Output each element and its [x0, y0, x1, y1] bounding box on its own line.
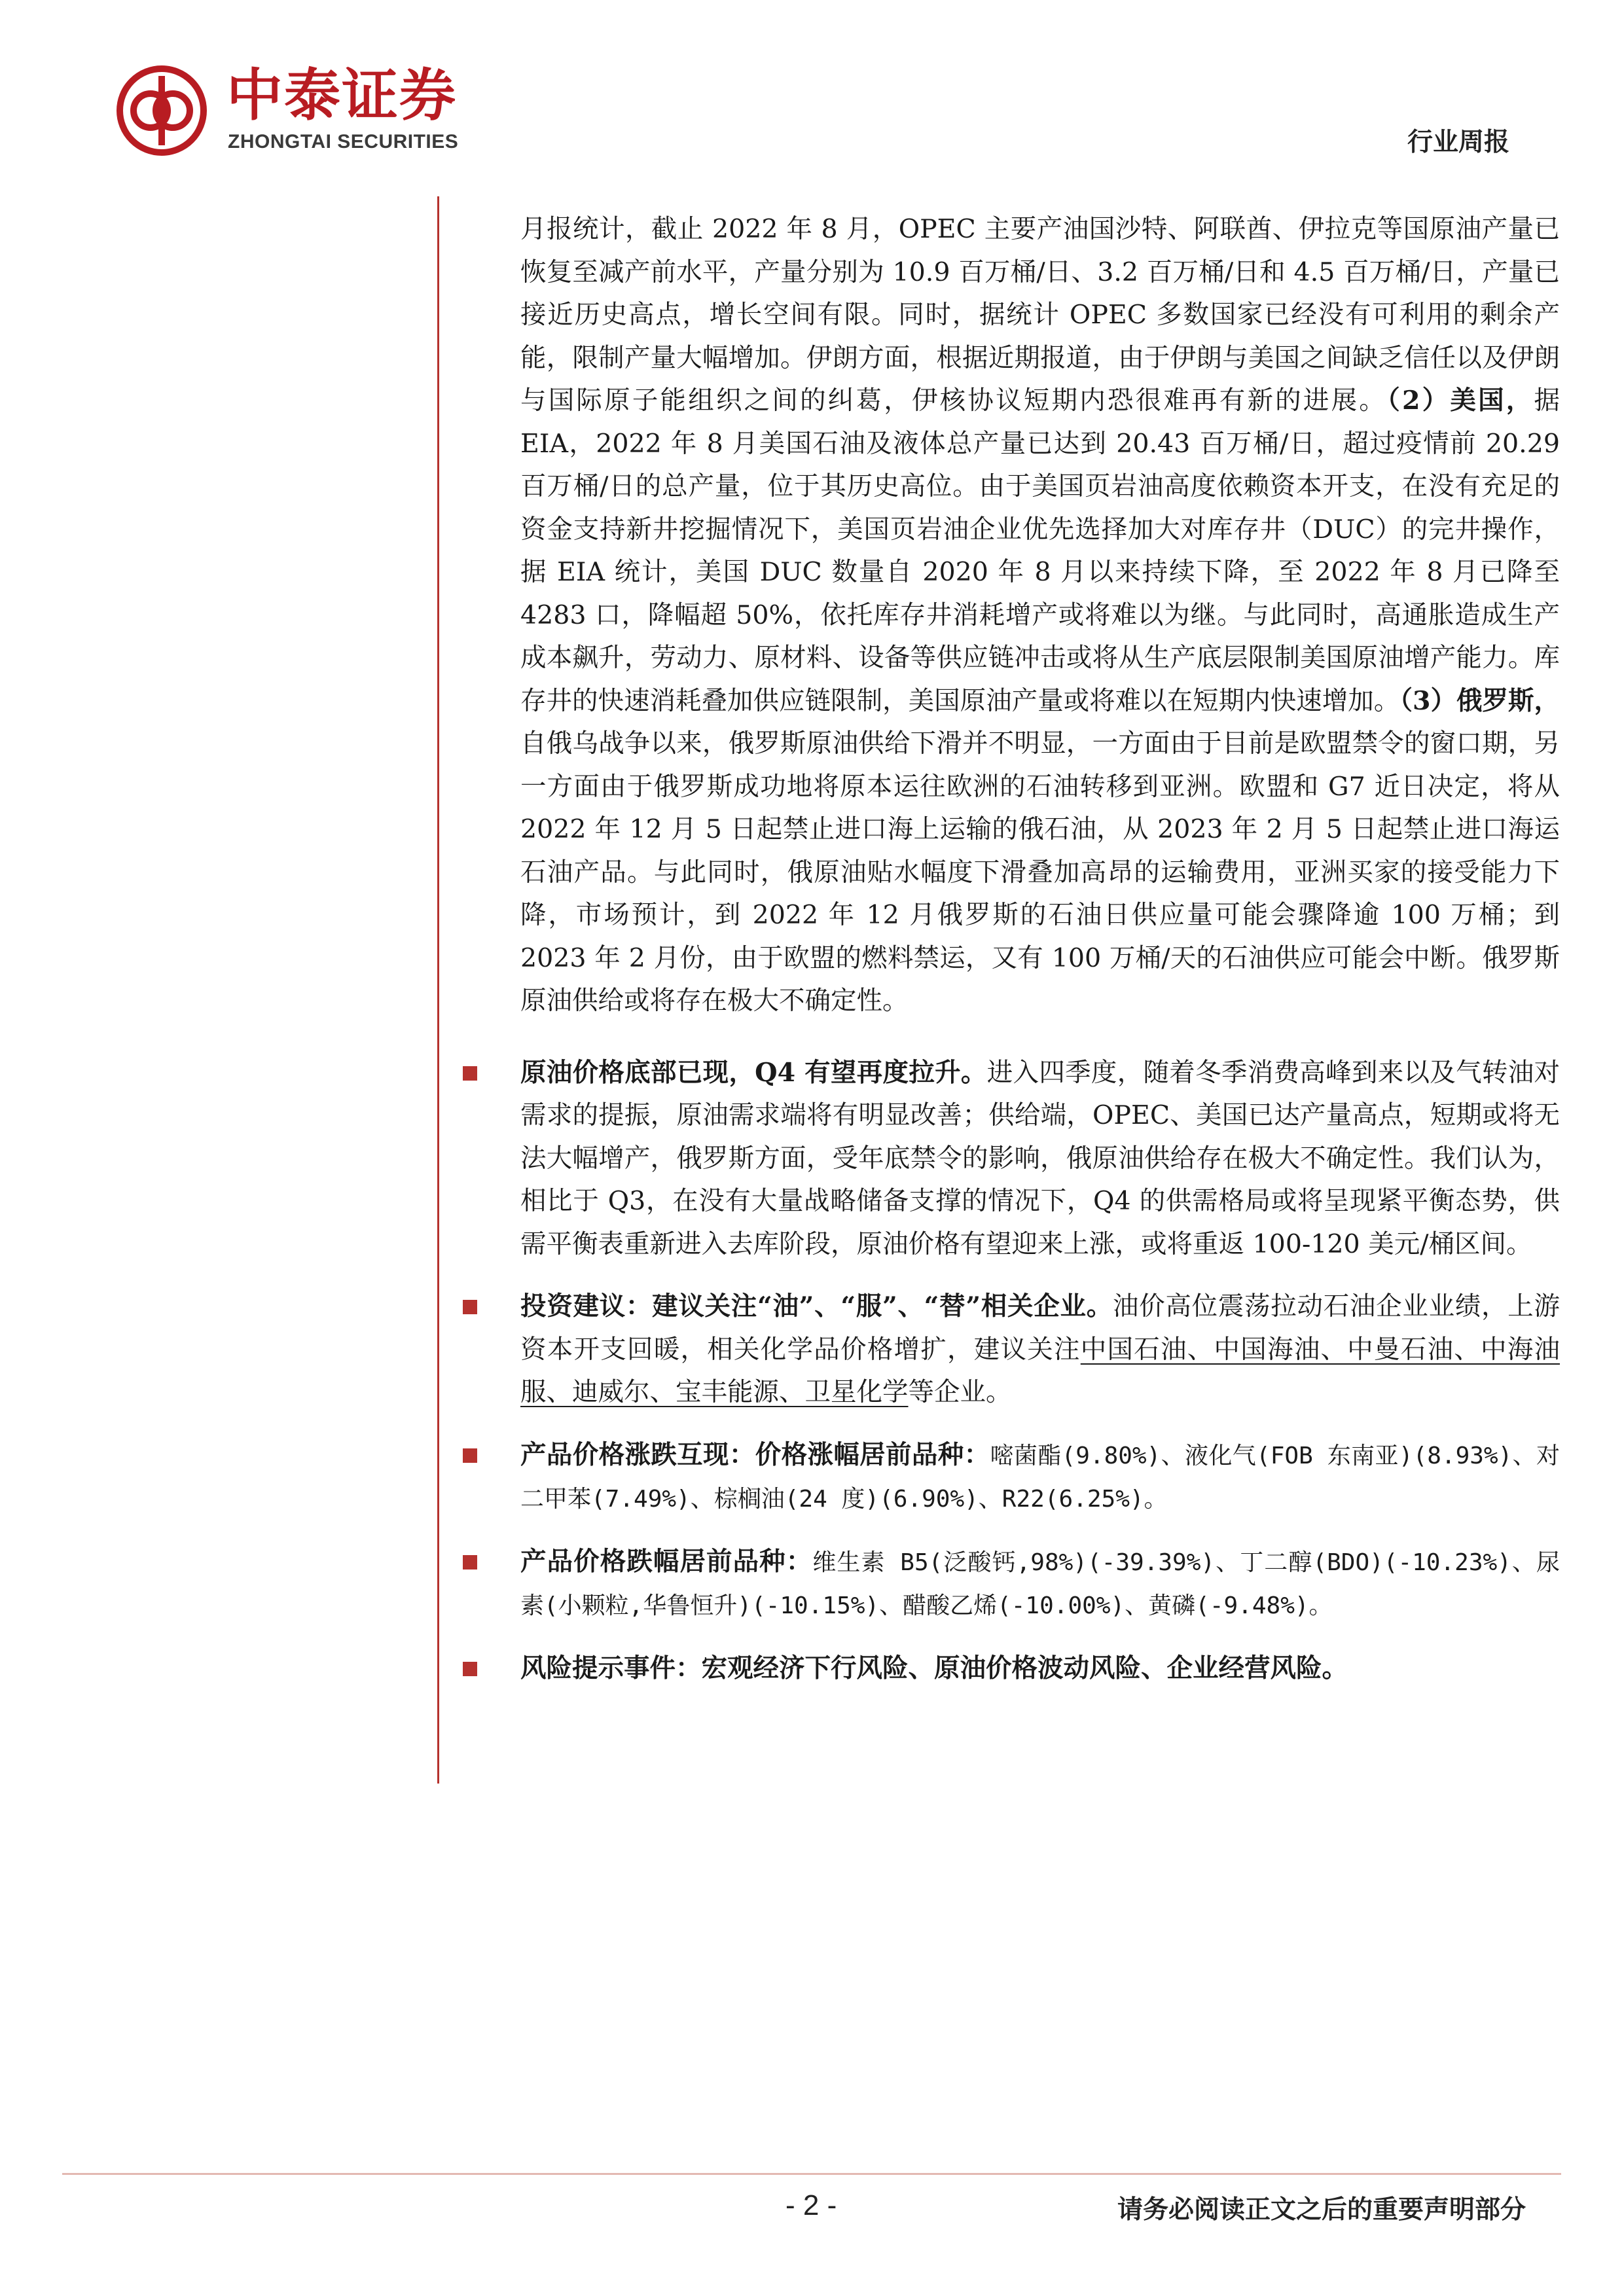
- supply-paragraph: [520, 208, 1560, 1023]
- us-text: 据 EIA，2022 年 8 月美国石油及液体总产量已达到 20.43 百万桶/日，超过疫情前 20.29 百万桶/日的总产量，位于其历史高位。由于美国页岩油高度依赖资本开支，在没有充足的资金支持新井挖掘情况下，美国页岩油企业优先选择加大对库存井（DUC）的完井操作，据 EIA 统计，美国 DUC 数量自 2020 年 8 月以来持续下降，至 2022 年 8 月已降至 4283 口，降幅超 50%，依托库存井消耗增产或将难以为继。与此同时，高通胀造成生产成本飙升，劳动力、原材料、设备等供应链冲击或将从生产底层限制美国原油增产能力。库存井的快速消耗叠加供应链限制，美国原油产量或将难以在短期内快速增加。: [520, 386, 1561, 716]
- bullet-square-icon: [463, 1662, 477, 1676]
- bullet-risk: [520, 1647, 1560, 1691]
- bullet-investment: [520, 1285, 1560, 1414]
- recommended-companies: 中国石油、中国海油、中曼石油、中海油服、迪威尔、宝丰能源、卫星化学: [520, 1334, 1560, 1407]
- logo-english-name: ZHONGTAI SECURITIES: [228, 131, 459, 152]
- page-number: - 2 -: [785, 2189, 837, 2221]
- bullet-title: 原油价格底部已现，Q4 有望再度拉升。: [520, 1057, 987, 1088]
- bullet-title: 产品价格涨跌互现：价格涨幅居前品种：: [520, 1439, 990, 1470]
- bullet-square-icon: [463, 1555, 477, 1570]
- report-type-label: 行业周报: [1407, 128, 1509, 157]
- bullet-text: 嘧菌酯(9.80%)、液化气(FOB 东南亚)(8.93%)、对二甲苯(7.49%)、棕榈油(24 度)(6.90%)、R22(6.25%)。: [520, 1442, 1560, 1513]
- bullet-square-icon: [463, 1300, 477, 1314]
- opec-text: 月报统计，截止 2022 年 8 月，OPEC 主要产油国沙特、阿联酋、伊拉克等国原油产量已恢复至减产前水平，产量分别为 10.9 百万桶/日、3.2 百万桶/日和 4.5 百万桶/日，产量已接近历史高点，增长空间有限。同时，据统计 OPEC 多数国家已经没有可利用的剩余产能，限制产量大幅增加。伊朗方面，根据近期报道，由于伊朗与美国之间缺乏信任以及伊朗与国际原子能组织之间的纠葛，伊核协议短期内恐很难再有新的进展。: [520, 214, 1560, 416]
- russia-text: 自俄乌战争以来，俄罗斯原油供给下滑并不明显，一方面由于目前是欧盟禁令的窗口期，另一方面由于俄罗斯成功地将原本运往欧洲的石油转移到亚洲。欧盟和 G7 近日决定，将从 2022 年 12 月 5 日起禁止进口海上运输的俄石油，从 2023 年 2 月 5 日起禁止进口海运石油产品。与此同时，俄原油贴水幅度下滑叠加高昂的运输费用，亚洲买家的接受能力下降，市场预计，到 2022 年 12 月俄罗斯的石油日供应量可能会骤降逾 100 万桶；到 2023 年 2 月份，由于欧盟的燃料禁运，又有 100 万桶/天的石油供应可能会中断。俄罗斯原油供给或将存在极大不确定性。: [520, 728, 1560, 1016]
- bullet-text: 维生素 B5(泛酸钙,98%)(-39.39%)、丁二醇(BDO)(-10.23%)、尿素(小颗粒,华鲁恒升)(-10.15%)、醋酸乙烯(-10.00%)、黄磷(-9.48%)。: [520, 1549, 1560, 1619]
- bullet-title: 风险提示事件：宏观经济下行风险、原油价格波动风险、企业经营风险。: [520, 1653, 1348, 1683]
- margin-rule: [437, 196, 439, 1784]
- bullet-square-icon: [463, 1448, 477, 1463]
- logo-chinese-name: 中泰证券: [226, 63, 457, 128]
- bullet-square-icon: [463, 1066, 477, 1081]
- bullet-title: 产品价格跌幅居前品种：: [520, 1546, 813, 1577]
- us-label: （2）美国，: [1387, 386, 1534, 416]
- zhongtai-logo-icon: [117, 65, 207, 156]
- bullet-title: 投资建议：建议关注“油”、“服”、“替”相关企业。: [520, 1291, 1113, 1321]
- company-logo: [117, 63, 496, 161]
- bullet-text: 进入四季度，随着冬季消费高峰到来以及气转油对需求的提振，原油需求端将有明显改善；供给端，OPEC、美国已达产量高点，短期或将无法大幅增产，俄罗斯方面，受年底禁令的影响，俄原油供给存在极大不确定性。我们认为，相比于 Q3，在没有大量战略储备支撑的情况下，Q4 的供需格局或将呈现紧平衡态势，供需平衡表重新进入去库阶段，原油价格有望迎来上涨，或将重返 100-120 美元/桶区间。: [520, 1057, 1560, 1259]
- bullet-text: 油价高位震荡拉动石油企业业绩，上游资本开支回暖，相关化学品价格增扩，建议关注: [520, 1291, 1561, 1365]
- bullet-oil-price: [520, 1052, 1560, 1266]
- bullet-tail: 等企业。: [908, 1377, 1012, 1407]
- footer-disclaimer: 请务必阅读正文之后的重要声明部分: [1117, 2195, 1526, 2225]
- russia-label: （3）俄罗斯，: [1399, 685, 1561, 716]
- main-content: [520, 208, 1560, 1690]
- bullet-price-losers: [520, 1541, 1560, 1628]
- bullet-price-gainers: [520, 1434, 1560, 1521]
- footer-divider: [62, 2173, 1561, 2175]
